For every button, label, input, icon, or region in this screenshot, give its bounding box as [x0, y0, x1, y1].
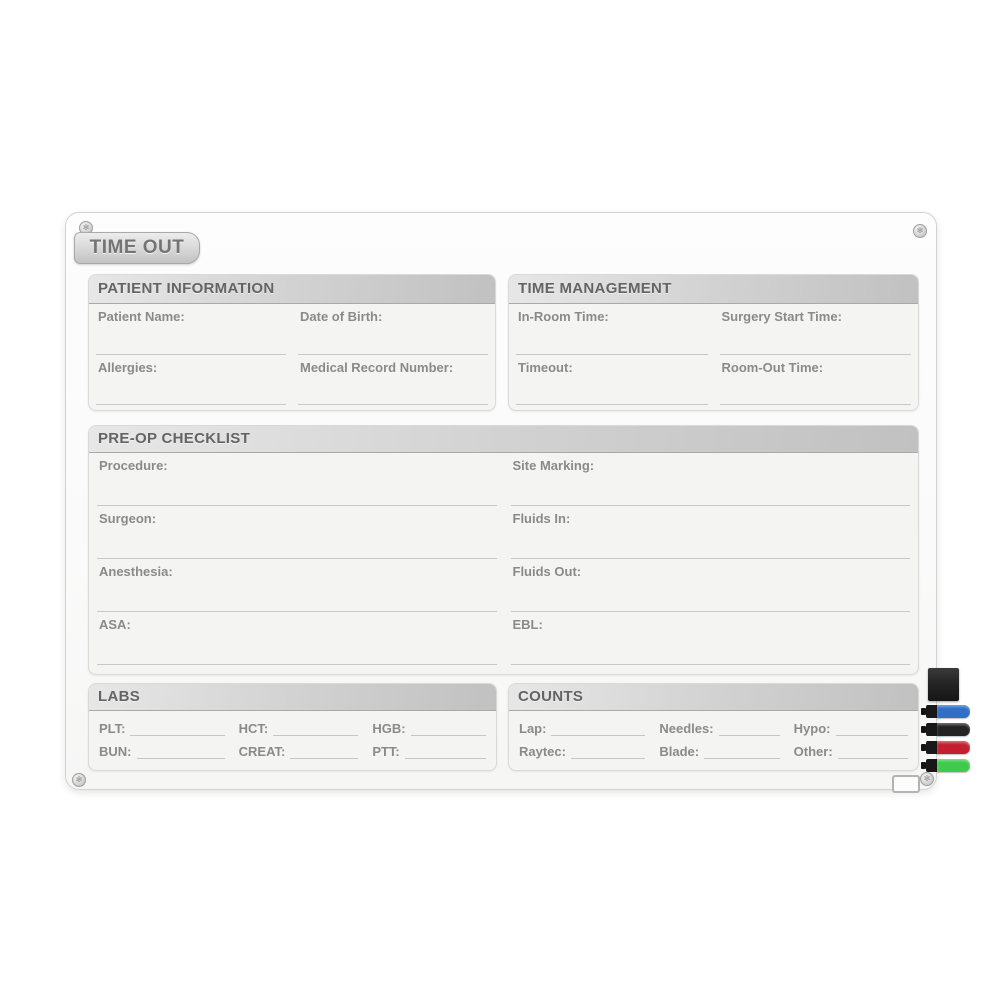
field-label: Room-Out Time:: [721, 359, 824, 375]
mounting-screw-icon: ✻: [913, 224, 927, 238]
marker-body: [937, 705, 970, 718]
field-label: PTT:: [372, 744, 400, 759]
green-marker: [921, 759, 970, 772]
field-label: Fluids Out:: [512, 564, 582, 579]
preop-checklist-fields: [89, 453, 918, 675]
field-label: Needles:: [659, 721, 714, 736]
field-asa: [97, 612, 497, 665]
whiteboard-eraser: [928, 668, 959, 701]
field-label: Date of Birth:: [300, 309, 383, 324]
field-label: Procedure:: [99, 458, 168, 473]
labs-fields: [89, 711, 496, 771]
field-label: Allergies:: [98, 359, 158, 375]
counts-fields: [509, 711, 918, 771]
field-label: Surgeon:: [99, 511, 157, 526]
field-other: [794, 740, 908, 763]
field-label: Fluids In:: [512, 511, 571, 526]
blank-line: [290, 745, 358, 759]
field-label: In-Room Time:: [518, 309, 609, 324]
field-bun: [99, 740, 225, 763]
field-hypo: [794, 717, 908, 740]
red-marker: [921, 741, 970, 754]
mounting-screw-icon: ✻: [920, 772, 934, 786]
blank-line: [137, 745, 225, 759]
field-label: BUN:: [99, 744, 132, 759]
field-plt: [99, 717, 225, 740]
field-label: CREAT:: [238, 744, 286, 759]
section-header: PATIENT INFORMATION: [89, 275, 495, 304]
field-surgery-start-time: [720, 304, 912, 355]
blank-line: [719, 722, 780, 736]
marker-body: [937, 723, 970, 736]
field-ptt: [372, 740, 486, 763]
field-room-out-time: [720, 355, 912, 406]
section-patient-information: [88, 274, 496, 411]
field-fluids-out: [511, 559, 911, 612]
board-title: TIME OUT: [89, 237, 185, 258]
field-site-marking: [511, 453, 911, 506]
blank-line: [411, 722, 486, 736]
field-surgeon: [97, 506, 497, 559]
marker-body: [937, 759, 970, 772]
marker-body: [937, 741, 970, 754]
field-label: EBL:: [512, 617, 543, 632]
field-hgb: [372, 717, 486, 740]
field-label: Raytec:: [519, 744, 566, 759]
mounting-screw-icon: ✻: [79, 221, 93, 235]
field-medical-record-number: [298, 355, 488, 406]
section-header: COUNTS: [509, 684, 918, 711]
timeout-whiteboard: [65, 212, 937, 790]
section-header: TIME MANAGEMENT: [509, 275, 918, 304]
field-fluids-in: [511, 506, 911, 559]
field-creat: [239, 740, 359, 763]
mounting-screw-icon: ✻: [72, 773, 86, 787]
field-label: Lap:: [519, 721, 547, 736]
field-label: Surgery Start Time:: [721, 309, 842, 324]
time-management-fields: [509, 304, 918, 411]
field-procedure: [97, 453, 497, 506]
section-header: LABS: [89, 684, 496, 711]
field-timeout: [516, 355, 708, 406]
blank-line: [704, 745, 780, 759]
field-label: HGB:: [372, 721, 406, 736]
field-label: Blade:: [659, 744, 700, 759]
field-allergies: [96, 355, 286, 406]
section-time-management: [508, 274, 919, 411]
section-counts: [508, 683, 919, 771]
field-hct: [239, 717, 359, 740]
field-blade: [659, 740, 779, 763]
blank-line: [571, 745, 645, 759]
field-raytec: [519, 740, 645, 763]
blank-line: [130, 722, 224, 736]
patient-information-fields: [89, 304, 495, 411]
field-anesthesia: [97, 559, 497, 612]
marker-cap: [926, 705, 937, 718]
hanger-clip: [892, 775, 920, 793]
field-label: Site Marking:: [512, 458, 595, 473]
blue-marker: [921, 705, 970, 718]
field-needles: [659, 717, 779, 740]
field-label: Medical Record Number:: [300, 359, 454, 375]
field-label: PLT:: [99, 721, 126, 736]
black-marker: [921, 723, 970, 736]
blank-line: [838, 745, 908, 759]
board-title-tab: [74, 232, 200, 264]
field-lap: [519, 717, 645, 740]
marker-cap: [926, 759, 937, 772]
field-label: ASA:: [99, 617, 131, 632]
section-header: PRE-OP CHECKLIST: [89, 426, 918, 453]
field-date-of-birth: [298, 304, 488, 355]
field-in-room-time: [516, 304, 708, 355]
field-label: Hypo:: [793, 721, 831, 736]
blank-line: [273, 722, 358, 736]
field-patient-name: [96, 304, 286, 355]
field-ebl: [511, 612, 911, 665]
blank-line: [551, 722, 645, 736]
blank-line: [836, 722, 908, 736]
marker-cap: [926, 741, 937, 754]
field-label: Other:: [793, 744, 833, 759]
blank-line: [405, 745, 486, 759]
field-label: Anesthesia:: [99, 564, 173, 579]
field-label: HCT:: [238, 721, 269, 736]
marker-cap: [926, 723, 937, 736]
field-label: Patient Name:: [98, 309, 185, 324]
section-labs: [88, 683, 497, 771]
field-label: Timeout:: [518, 359, 573, 375]
section-preop-checklist: [88, 425, 919, 675]
